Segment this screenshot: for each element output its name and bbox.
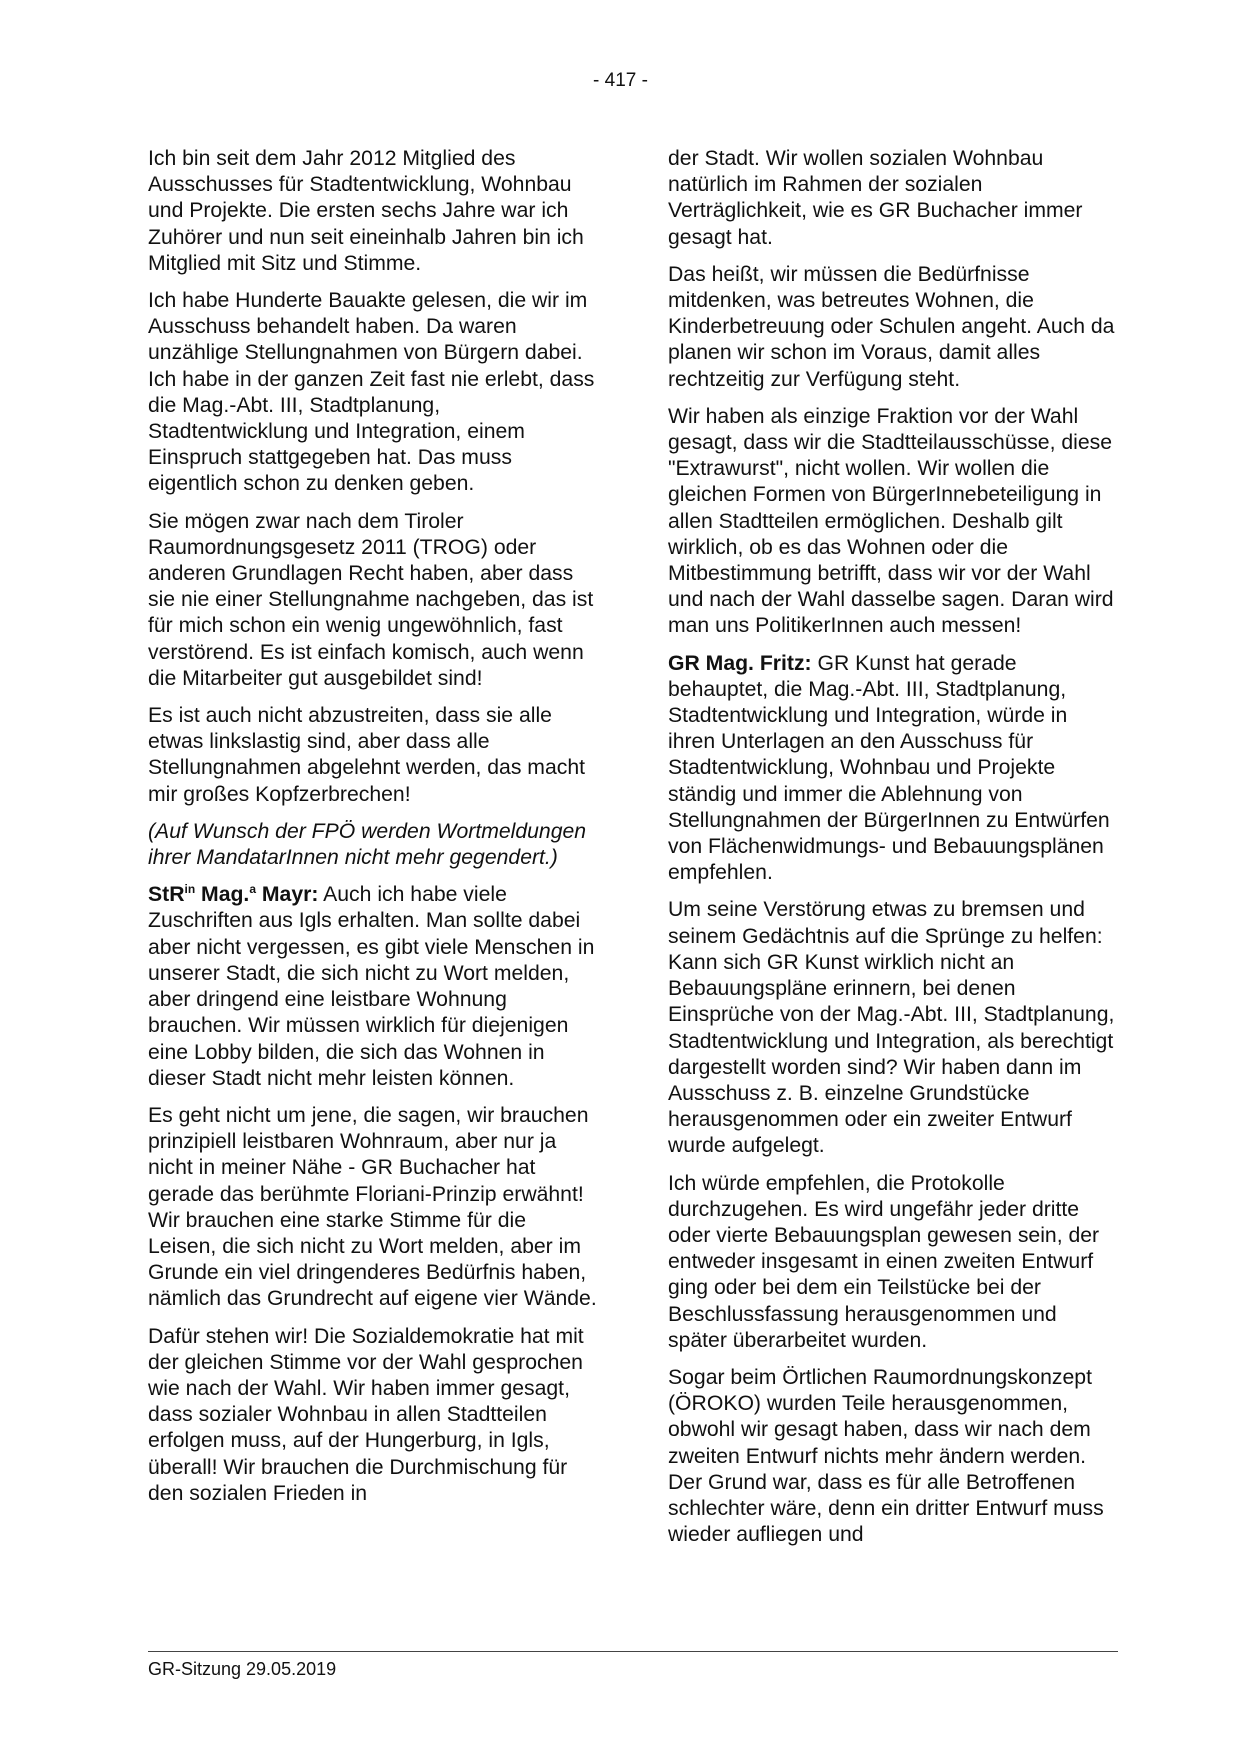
paragraph: Ich würde empfehlen, die Protokolle durchzugehen. Es wird ungefähr jeder dritte oder vierte Bebauungsplan gewesen sein, der entweder insgesamt in einen zweiten Entwurf ging oder bei dem ein Teilstücke bei der Beschlussfassung herausgenommen und später überarbeitet wurden.	[668, 1171, 1100, 1352]
footer-text: GR-Sitzung 29.05.2019	[148, 1659, 337, 1679]
speaker-paragraph	[148, 882, 600, 1092]
speaker-degree: Mag.	[195, 883, 250, 907]
paragraph: Sie mögen zwar nach dem Tiroler Raumordnungsgesetz 2011 (TROG) oder anderen Grundlagen Recht haben, aber dass sie nie einer Stellungnahme nachgeben, das ist für mich schon ein wenig ungewöhnlich, fast verstörend. Es ist einfach komisch, auch wenn die Mitarbeiter gut ausgebildet sind!	[148, 509, 594, 690]
speaker-sup: in	[184, 882, 196, 897]
speaker-surname: Mayr:	[256, 883, 319, 907]
paragraph: der Stadt. Wir wollen sozialen Wohnbau natürlich im Rahmen der sozialen Verträglichkeit, wie es GR Buchacher immer gesagt hat.	[668, 147, 1083, 249]
speaker-name	[148, 883, 318, 906]
paragraph: Ich bin seit dem Jahr 2012 Mitglied des Ausschusses für Stadtentwicklung, Wohnbau und Projekte. Die ersten sechs Jahre war ich Zuhörer und nun seit eineinhalb Jahren bin ich Mitglied mit Sitz und Stimme.	[148, 147, 584, 275]
paragraph: Es geht nicht um jene, die sagen, wir brauchen prinzipiell leistbaren Wohnraum, aber nur ja nicht in meiner Nähe - GR Buchacher hat gerade das berühmte Floriani-Prinzip erwähnt! Wir brauchen eine starke Stimme für die Leisen, die sich nicht zu Wort melden, aber im Grunde ein viel dringenderes Bedürfnis haben, nämlich das Grundrecht auf eigene vier Wände.	[148, 1103, 597, 1311]
paragraph: Ich habe Hunderte Bauakte gelesen, die wir im Ausschuss behandelt haben. Da waren unzählige Stellungnahmen von Bürgern dabei. Ich habe in der ganzen Zeit fast nie erlebt, dass die Mag.-Abt. III, Stadtplanung, Stadtentwicklung und Integration, einem Einspruch stattgegeben hat. Das muss eigentlich schon zu denken geben.	[148, 289, 595, 496]
paragraph: Das heißt, wir müssen die Bedürfnisse mitdenken, was betreutes Wohnen, die Kinderbetreuung oder Schulen angeht. Auch da planen wir schon im Voraus, damit alles rechtzeitig zur Verfügung steht.	[668, 262, 1115, 391]
paragraph: Wir haben als einzige Fraktion vor der Wahl gesagt, dass wir die Stadtteilausschüsse, diese "Extrawurst", nicht wollen. Wir wollen die gleichen Formen von BürgerInnebeteiligung in allen Stadtteilen ermöglichen. Deshalb gilt wirklich, ob es das Wohnen oder die Mitbestimmung betrifft, dass wir vor der Wahl und nach der Wahl dasselbe sagen. Daran wird man uns PolitikerInnen auch messen!	[668, 404, 1114, 638]
speaker-title: StR	[148, 883, 185, 907]
speaker-sup: a	[249, 882, 257, 897]
speaker-paragraph	[668, 651, 1120, 887]
page-number: - 417 -	[593, 70, 648, 91]
paragraph: Es ist auch nicht abzustreiten, dass sie alle etwas linkslastig sind, aber dass alle Stellungnahmen abgelehnt werden, das macht mir großes Kopfzerbrechen!	[148, 704, 585, 806]
paragraph: Um seine Verstörung etwas zu bremsen und seinem Gedächtnis auf die Sprünge zu helfen: Kann sich GR Kunst wirklich nicht an Bebauungspläne erinnern, bei denen Einsprüche von der Mag.-Abt. III, Stadtplanung, Stadtentwicklung und Integration, als berechtigt dargestellt worden sind? Wir haben dann im Ausschuss z. B. einzelne Grundstücke herausgenommen oder ein zweiter Entwurf wurde aufgelegt.	[668, 898, 1115, 1158]
paragraph: Sogar beim Örtlichen Raumordnungskonzept (ÖROKO) wurden Teile herausgenommen, obwohl wir gesagt haben, dass wir nach dem zweiten Entwurf nichts mehr ändern werden. Der Grund war, dass es für alle Betroffenen schlechter wäre, denn ein dritter Entwurf muss wieder aufliegen und	[668, 1365, 1104, 1547]
editorial-note: (Auf Wunsch der FPÖ werden Wortmeldungen ihrer MandatarInnen nicht mehr gegendert.)	[148, 819, 587, 870]
right-column	[668, 146, 1120, 1559]
speech-text: Auch ich habe viele Zuschriften aus Igls erhalten. Man sollte dabei aber nicht vergessen, es gibt viele Menschen in unserer Stadt, die sich nicht zu Wort melden, aber dringend eine leistbare Wohnung brauchen. Wir müssen wirklich für diejenigen eine Lobby bilden, die sich das Wohnen in dieser Stadt nicht mehr leisten können.	[148, 883, 595, 1090]
speaker-name: GR Mag. Fritz:	[668, 651, 812, 675]
left-column	[148, 146, 600, 1518]
paragraph: Dafür stehen wir! Die Sozialdemokratie hat mit der gleichen Stimme vor der Wahl gesprochen wie nach der Wahl. Wir haben immer gesagt, dass sozialer Wohnbau in allen Stadtteilen erfolgen muss, auf der Hungerburg, in Igls, überall! Wir brauchen die Durchmischung für den sozialen Frieden in	[148, 1324, 584, 1505]
footer-divider	[148, 1651, 1118, 1652]
speech-text: GR Kunst hat gerade behauptet, die Mag.-Abt. III, Stadtplanung, Stadtentwicklung und Integration, würde in ihren Unterlagen an den Ausschuss für Stadtentwicklung, Wohnbau und Projekte ständig und immer die Ablehnung von Stellungnahmen der BürgerInnen zu Entwürfen von Flächenwidmungs- und Bebauungsplänen empfehlen.	[668, 651, 1110, 885]
